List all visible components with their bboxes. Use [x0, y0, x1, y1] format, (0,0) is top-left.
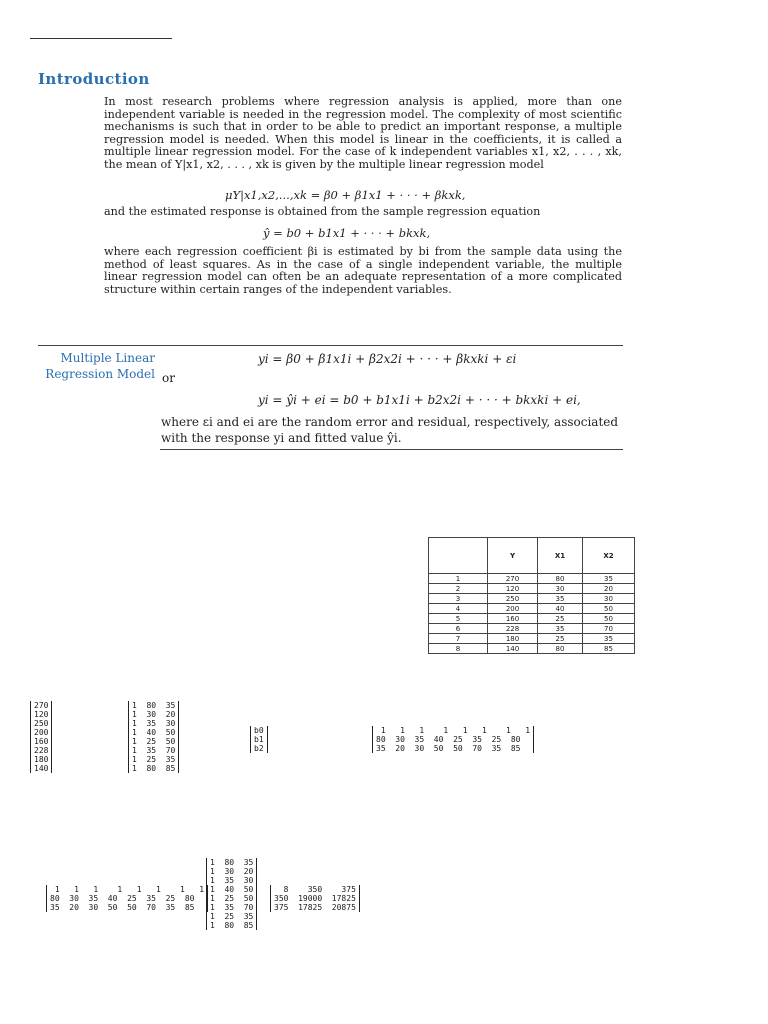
matrix-row: 228: [34, 746, 49, 755]
intro-paragraph-1: In most research problems where regression analysis is applied, more than one independent variable is needed in the regression model. The complexity of most scientific mechanisms is such that in order to be able to predict an important response, a multiple regression model is needed. When this model is linear in the coefficients, it is called a multiple linear regression model. For the case of k independent variables x1, x2, . . . , xk, the mean of Y|x1, x2, . . . , xk is given by the multiple linear regression model: [104, 95, 622, 171]
table-cell: 200: [488, 604, 538, 614]
table-header: [429, 538, 488, 574]
matrix-row: 1 1 1 1 1 1 1 1: [50, 885, 205, 894]
x-matrix-2: [206, 858, 257, 930]
matrix-row: 1 40 50: [132, 728, 176, 737]
intro-paragraph-2: and the estimated response is obtained from the sample regression equation: [104, 205, 541, 218]
matrix-row: 140: [34, 764, 49, 773]
matrix-row: 1 25 35: [210, 912, 254, 921]
matrix-row: 1 25 35: [132, 755, 176, 764]
table-cell: 2: [429, 584, 488, 594]
fitted-equation: yi = ŷi + ei = b0 + b1x1i + b2x2i + · · · + bkxki + ei,: [258, 393, 581, 407]
matrix-row: b0: [254, 726, 264, 735]
intro-paragraph-3: where each regression coefficient βi is estimated by bi from the sample data using the method of least squares. As in the case of a single independent variable, the multiple linear regression model can often be an adequate representation of a more complicated structure within certain ranges of the independent variables.: [104, 245, 622, 296]
matrix-row: b2: [254, 744, 264, 753]
y-vector: [30, 701, 52, 773]
model-note: where εi and ei are the random error and residual, respectively, associated with the response yi and fitted value ŷi.: [161, 415, 619, 445]
matrix-row: 375 17825 20875: [274, 903, 356, 912]
estimate-equation: ŷ = b0 + b1x1 + · · · + bkxk,: [263, 226, 431, 240]
matrix-row: 1 35 70: [132, 746, 176, 755]
xtx-matrix: [270, 885, 360, 912]
model-equation: yi = β0 + β1x1i + β2x2i + · · · + βkxki + εi: [258, 352, 517, 366]
table-cell: 80: [538, 644, 583, 654]
matrix-row: 1 80 85: [132, 764, 176, 773]
matrix-row: 35 20 30 50 50 70 35 85: [50, 903, 195, 912]
matrix-row: 1 30 20: [210, 867, 254, 876]
table-header: X2: [583, 538, 635, 574]
table-cell: 6: [429, 624, 488, 634]
table-header: X1: [538, 538, 583, 574]
matrix-row: 1 40 50: [210, 885, 254, 894]
matrix-row: 1 35 30: [210, 876, 254, 885]
table-cell: 85: [583, 644, 635, 654]
matrix-row: 1 80 85: [210, 921, 254, 930]
table-row: [429, 604, 635, 614]
data-table: [428, 537, 635, 654]
table-cell: 120: [488, 584, 538, 594]
table-cell: 25: [538, 614, 583, 624]
matrix-row: b1: [254, 735, 264, 744]
header-rule: [30, 38, 172, 39]
table-cell: 35: [538, 624, 583, 634]
b-vector: [250, 726, 268, 753]
matrix-row: 1 25 50: [210, 894, 254, 903]
table-cell: 270: [488, 574, 538, 584]
table-row: [429, 624, 635, 634]
table-cell: 228: [488, 624, 538, 634]
table-cell: 8: [429, 644, 488, 654]
matrix-row: 160: [34, 737, 49, 746]
matrix-row: 1 80 35: [210, 858, 254, 867]
table-cell: 4: [429, 604, 488, 614]
matrix-row: 270: [34, 701, 49, 710]
table-cell: 70: [583, 624, 635, 634]
matrix-row: 350 19000 17825: [274, 894, 356, 903]
table-cell: 1: [429, 574, 488, 584]
table-cell: 80: [538, 574, 583, 584]
table-header: Y: [488, 538, 538, 574]
matrix-row: 1 35 70: [210, 903, 254, 912]
mean-equation: μY|x1,x2,...,xk = β0 + β1x1 + · · · + βkxk,: [225, 188, 466, 202]
matrix-row: 120: [34, 710, 49, 719]
matrix-row: 80 30 35 40 25 35 25 80: [50, 894, 195, 903]
x-transpose-matrix-2: [46, 885, 208, 912]
table-cell: 5: [429, 614, 488, 624]
table-cell: 30: [583, 594, 635, 604]
table-cell: 250: [488, 594, 538, 604]
table-cell: 35: [538, 594, 583, 604]
table-row: [429, 644, 635, 654]
table-row: [429, 594, 635, 604]
table-cell: 50: [583, 614, 635, 624]
matrix-row: 80 30 35 40 25 35 25 80: [376, 735, 521, 744]
x-matrix: [128, 701, 179, 773]
matrix-row: 180: [34, 755, 49, 764]
matrix-row: 1 1 1 1 1 1 1 1: [376, 726, 531, 735]
matrix-row: 1 25 50: [132, 737, 176, 746]
table-cell: 50: [583, 604, 635, 614]
table-cell: 20: [583, 584, 635, 594]
matrix-row: 8 350 375: [274, 885, 356, 894]
x-transpose-matrix: [372, 726, 534, 753]
table-cell: 25: [538, 634, 583, 644]
table-cell: 35: [583, 634, 635, 644]
table-row: [429, 574, 635, 584]
table-cell: 40: [538, 604, 583, 614]
section-title: Introduction: [38, 70, 150, 88]
matrix-row: 1 80 35: [132, 701, 176, 710]
table-row: [429, 584, 635, 594]
table-cell: 180: [488, 634, 538, 644]
matrix-row: 1 30 20: [132, 710, 176, 719]
matrix-row: 250: [34, 719, 49, 728]
matrix-row: 35 20 30 50 50 70 35 85: [376, 744, 521, 753]
model-label: Multiple Linear Regression Model: [45, 351, 155, 381]
matrix-row: 200: [34, 728, 49, 737]
table-cell: 140: [488, 644, 538, 654]
or-label: or: [162, 371, 175, 385]
table-row: [429, 634, 635, 644]
model-top-rule: [38, 345, 623, 346]
table-cell: 3: [429, 594, 488, 604]
table-cell: 160: [488, 614, 538, 624]
table-cell: 35: [583, 574, 635, 584]
table-cell: 30: [538, 584, 583, 594]
table-cell: 7: [429, 634, 488, 644]
table-row: [429, 614, 635, 624]
model-bottom-rule: [160, 449, 623, 450]
matrix-row: 1 35 30: [132, 719, 176, 728]
